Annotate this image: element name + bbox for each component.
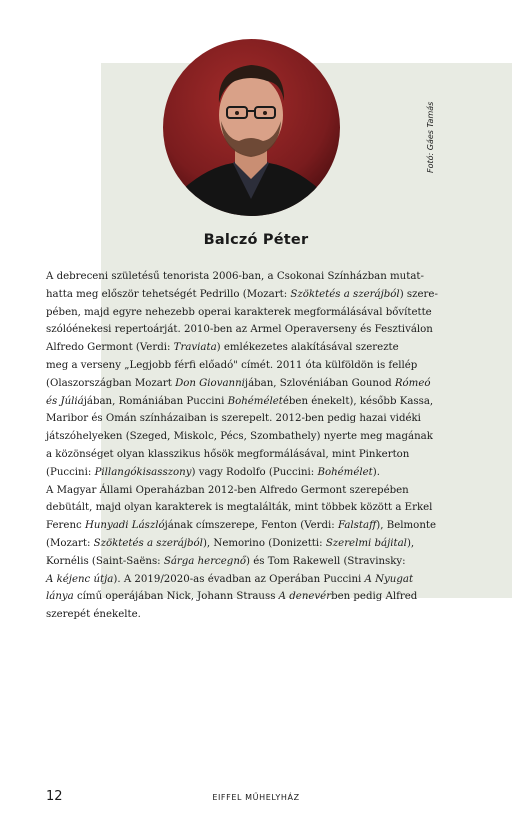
italic-title: Szerelmi bájital bbox=[325, 537, 407, 549]
italic-title: A denevér bbox=[278, 591, 332, 603]
bio-line: Alfredo Germont (Verdi: Traviata) emlékezetes alakításával szerezte bbox=[46, 342, 399, 354]
portrait-photo bbox=[163, 39, 340, 216]
italic-title: Pillangókisasszony bbox=[94, 466, 192, 478]
publisher-footer: EIFFEL MŰHELYHÁZ bbox=[212, 793, 300, 802]
bio-line: A Magyar Állami Operaházban 2012-ben Alfredo Germont szerepében bbox=[46, 484, 409, 496]
bio-line: Maribor és Omán színházaiban is szerepelt. 2012-ben pedig hazai vidéki bbox=[46, 413, 421, 425]
bio-line: debütált, majd olyan karakterek is megtalálták, mint többek között a Erkel bbox=[46, 502, 433, 514]
italic-title: A Nyugat bbox=[364, 573, 414, 585]
italic-title: Sárga hercegnő bbox=[163, 555, 247, 567]
bio-line: és Júliájában, Romániában Puccini Bohéméletében énekelt), később Kassa, bbox=[46, 395, 434, 407]
bio-line: lánya című operájában Nick, Johann Strauss A denevérben pedig Alfred bbox=[46, 591, 418, 603]
italic-title: lánya bbox=[46, 591, 74, 603]
bio-line: meg a verseny „Legjobb férfi előadó" címét. 2011 óta külföldön is fellép bbox=[46, 359, 418, 371]
italic-title: Hunyadi László bbox=[84, 520, 165, 532]
bio-line: (Puccini: Pillangókisasszony) vagy Rodolfo (Puccini: Bohémélet). bbox=[46, 466, 380, 478]
italic-title: és Júliá bbox=[46, 395, 84, 407]
bio-line: Ferenc Hunyadi Lászlójának címszerepe, Fenton (Verdi: Falstaff), Belmonte bbox=[46, 520, 436, 532]
biography-text bbox=[46, 268, 492, 624]
italic-title: Szöktetés a szerájból bbox=[290, 288, 400, 300]
italic-title: A kéjenc útja bbox=[46, 573, 114, 585]
bio-line: játszóhelyeken (Szeged, Miskolc, Pécs, Szombathely) nyerte meg magának bbox=[46, 431, 433, 443]
photo-credit: Fotó: Gáes Tamás bbox=[426, 101, 435, 173]
bio-line: A kéjenc útja). A 2019/2020-as évadban az Operában Puccini A Nyugat bbox=[46, 573, 414, 585]
bio-line: Kornélis (Saint-Saëns: Sárga hercegnő) és Tom Rakewell (Stravinsky: bbox=[46, 555, 406, 567]
italic-title: Szöktetés a szerájból bbox=[93, 537, 203, 549]
bio-line: szólóénekesi repertoárját. 2010-ben az Armel Operaverseny és Fesztiválon bbox=[46, 324, 433, 336]
italic-title: Bohémélet bbox=[227, 395, 283, 407]
bio-line: pében, majd egyre nehezebb operai karakterek megformálásával bővítette bbox=[46, 306, 432, 318]
page-number: 12 bbox=[46, 789, 63, 804]
italic-title: Falstaff bbox=[337, 520, 377, 532]
italic-title: Bohémélet bbox=[317, 466, 373, 478]
italic-title: Rómeó bbox=[394, 377, 431, 389]
bio-line: (Mozart: Szöktetés a szerájból), Nemorino (Donizetti: Szerelmi bájital), bbox=[46, 537, 415, 549]
italic-title: Traviata bbox=[173, 342, 217, 354]
bio-line: A debreceni születésű tenorista 2006-ban, a Csokonai Színházban mutat- bbox=[46, 271, 424, 282]
bio-line: hatta meg először tehetségét Pedrillo (Mozart: Szöktetés a szerájból) szere- bbox=[46, 288, 438, 300]
person-name: Balczó Péter bbox=[203, 232, 309, 248]
bio-line: (Olaszországban Mozart Don Giovannijában, Szlovéniában Gounod Rómeó bbox=[46, 377, 431, 389]
bio-line: szerepét énekelte. bbox=[46, 609, 141, 621]
bio-line: a közönséget olyan klasszikus hősök megformálásával, mint Pinkerton bbox=[46, 448, 410, 460]
italic-title: Don Giovanni bbox=[175, 377, 245, 389]
